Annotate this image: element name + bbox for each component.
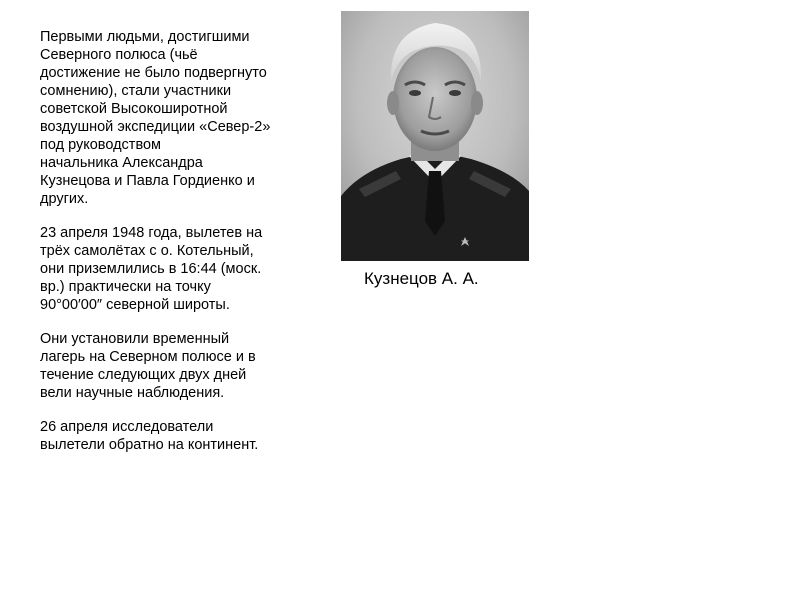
photo-caption: Кузнецов А. А. [364, 269, 479, 288]
paragraph-camp: Они установили временный лагерь на Северном полюсе и в течение следующих двух дней вели научные наблюдения. [40, 331, 256, 401]
paragraph-return: 26 апреля исследователи вылетели обратно на континент. [40, 419, 259, 453]
paragraph-first-to-pole: Первыми людьми, достигшими Северного полюса (чьё достижение не было подвергнуто сомнению), стали участники советской Высокоширотной воздушной экспедиции «Север-2» под руководством начальника Александра Кузнецова и Павла Гордиенко и других. [40, 29, 271, 207]
paragraph-landing-date: 23 апреля 1948 года, вылетев на трёх самолётах с о. Котельный, они приземлились в 16:44 (моск. вр.) практически на точку 90°00′00″ северной широты. [40, 225, 263, 313]
portrait-photo [341, 11, 529, 261]
article-text [40, 28, 310, 470]
